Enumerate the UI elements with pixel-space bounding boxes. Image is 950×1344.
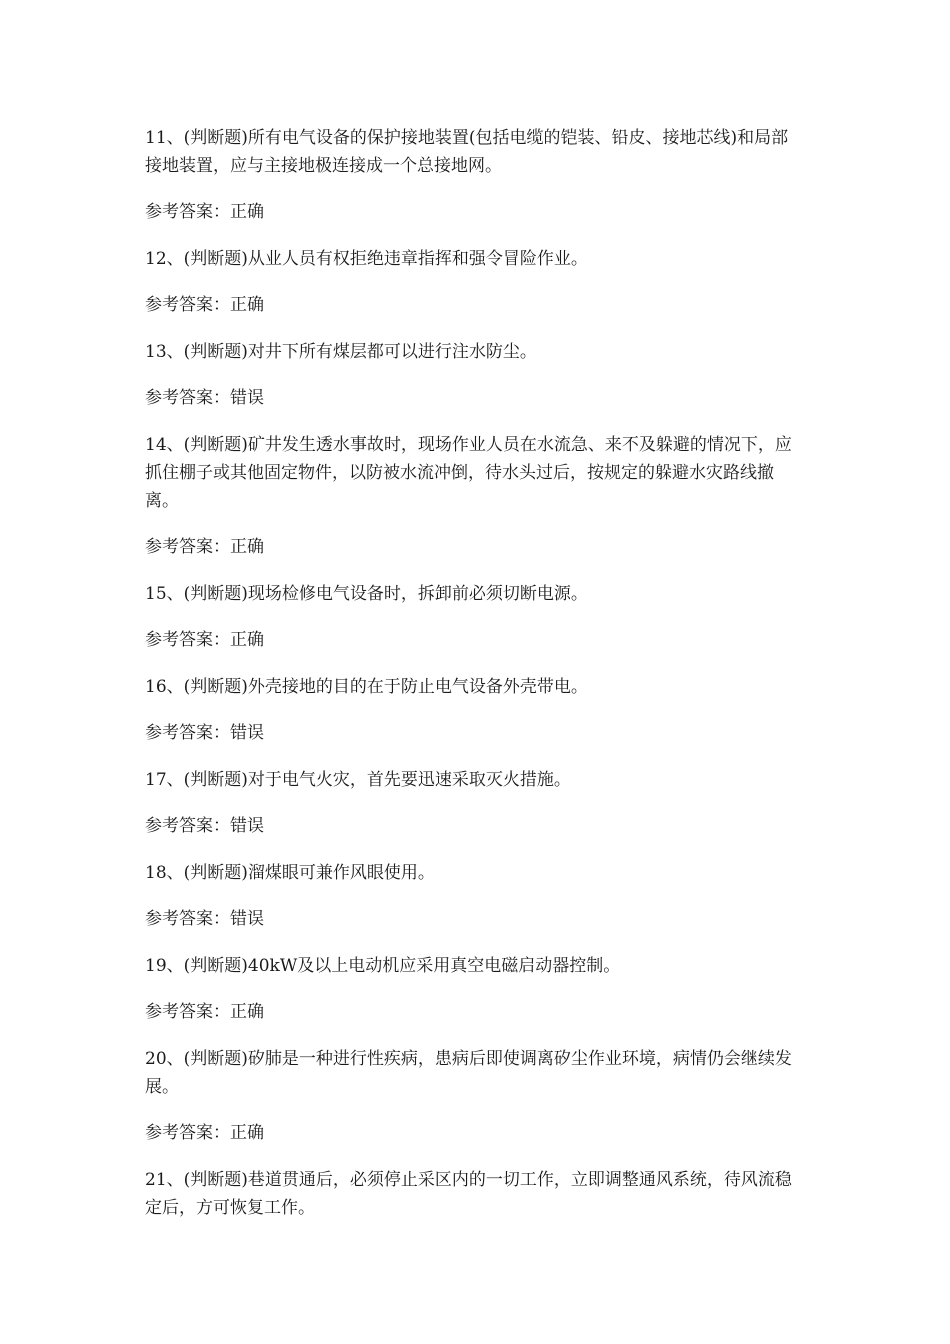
answer-text: 参考答案：正确 [145, 295, 264, 315]
answer-text: 参考答案：正确 [145, 537, 264, 557]
question-text: 19、(判断题)40kW及以上电动机应采用真空电磁启动器控制。 [145, 956, 621, 976]
question-item-15 [145, 580, 805, 654]
question-item-21 [145, 1166, 805, 1222]
question-text: 21、(判断题)巷道贯通后，必须停止采区内的一切工作，立即调整通风系统，待风流稳定后，方可恢复工作。 [145, 1170, 792, 1218]
question-item-13 [145, 338, 805, 412]
answer-text: 参考答案：正确 [145, 1123, 264, 1143]
question-text: 11、(判断题)所有电气设备的保护接地装置(包括电缆的铠装、铅皮、接地芯线)和局部接地装置，应与主接地极连接成一个总接地网。 [145, 128, 789, 176]
question-item-14 [145, 431, 805, 561]
answer-text: 参考答案：错误 [145, 723, 264, 743]
question-item-19 [145, 952, 805, 1026]
question-item-16 [145, 673, 805, 747]
question-item-17 [145, 766, 805, 840]
question-text: 18、(判断题)溜煤眼可兼作风眼使用。 [145, 863, 435, 883]
question-text: 15、(判断题)现场检修电气设备时，拆卸前必须切断电源。 [145, 584, 588, 604]
answer-text: 参考答案：错误 [145, 816, 264, 836]
question-text: 20、(判断题)矽肺是一种进行性疾病，患病后即使调离矽尘作业环境，病情仍会继续发展。 [145, 1049, 792, 1097]
question-item-20 [145, 1045, 805, 1147]
question-text: 17、(判断题)对于电气火灾，首先要迅速采取灭火措施。 [145, 770, 571, 790]
answer-text: 参考答案：正确 [145, 202, 264, 222]
question-text: 16、(判断题)外壳接地的目的在于防止电气设备外壳带电。 [145, 677, 588, 697]
answer-text: 参考答案：错误 [145, 909, 264, 929]
question-text: 12、(判断题)从业人员有权拒绝违章指挥和强令冒险作业。 [145, 249, 588, 269]
question-text: 13、(判断题)对井下所有煤层都可以进行注水防尘。 [145, 342, 537, 362]
answer-text: 参考答案：正确 [145, 630, 264, 650]
question-item-12 [145, 245, 805, 319]
question-list [145, 124, 805, 1240]
question-text: 14、(判断题)矿井发生透水事故时，现场作业人员在水流急、来不及躲避的情况下，应抓住棚子或其他固定物件，以防被水流冲倒，待水头过后，按规定的躲避水灾路线撤离。 [145, 435, 792, 511]
question-item-11 [145, 124, 805, 226]
answer-text: 参考答案：正确 [145, 1002, 264, 1022]
answer-text: 参考答案：错误 [145, 388, 264, 408]
question-item-18 [145, 859, 805, 933]
